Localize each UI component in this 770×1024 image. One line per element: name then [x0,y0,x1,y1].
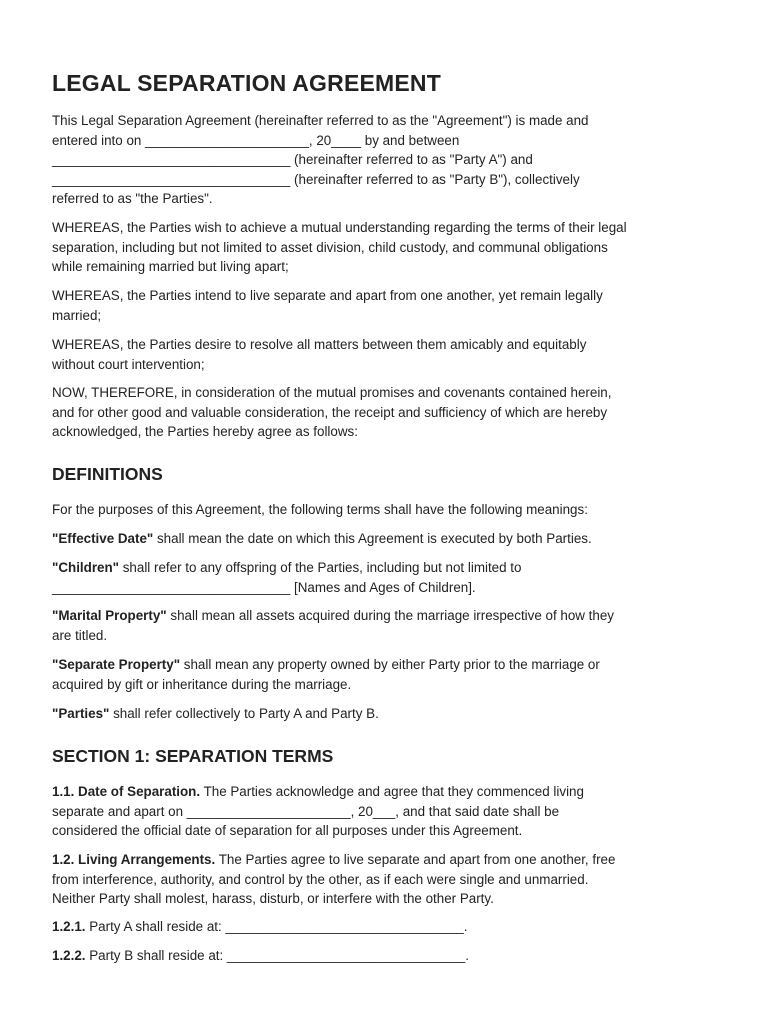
definition-separate-property-text-1: shall mean any property owned by either Party prior to the marriage or [180,657,600,672]
clause-1-2-1-label: 1.2.1. [52,919,86,934]
clause-1-1-label: 1.1. Date of Separation. [52,784,201,799]
definition-marital-property-text-2: are titled. [52,627,108,643]
document-title: LEGAL SEPARATION AGREEMENT [52,70,441,96]
clause-1-2-1-text: Party A shall reside at: ________________________________. [85,919,468,934]
whereas-paragraph-3 [52,335,722,374]
whereas-paragraph-2 [52,286,722,325]
definition-parties-text: shall refer collectively to Party A and Party B. [109,706,379,721]
definition-effective-date-text: shall mean the date on which this Agreement is executed by both Parties. [153,531,592,546]
section-1-heading: SECTION 1: SEPARATION TERMS [52,746,334,766]
definitions-intro: For the purposes of this Agreement, the following terms shall have the following meanings: [52,502,588,517]
clause-1-2-2-label: 1.2.2. [52,948,86,963]
whereas1-line-2: separation, including but not limited to asset division, child custody, and communal obligations [52,239,608,255]
now-therefore-line-2: and for other good and valuable consideration, the receipt and sufficiency of which are hereby [52,404,608,420]
definitions-heading: DEFINITIONS [52,464,163,484]
now-therefore-paragraph [52,383,722,442]
clause-1-2-text-3: Neither Party shall molest, harass, disturb, or interfere with the other Party. [52,891,494,907]
definition-parties [52,704,722,724]
clause-1-1-text-2: separate and apart on ______________________, 20___, and that said date shall be [52,803,560,819]
whereas3-line-1: WHEREAS, the Parties desire to resolve all matters between them amicably and equitably [52,337,587,352]
intro-line-4: ________________________________ (hereinafter referred to as "Party B"), collectively [52,171,580,187]
definition-marital-property [52,606,722,645]
definition-separate-property-text-2: acquired by gift or inheritance during the marriage. [52,676,352,692]
intro-line-2: entered into on ______________________, 20____ by and between [52,132,460,148]
clause-1-2-text-2: from interference, authority, and control by the other, as if each were single and unmarried. [52,871,589,887]
clause-1-2 [52,850,722,909]
intro-line-5: referred to as "the Parties". [52,191,213,207]
clause-1-1 [52,782,722,841]
clause-1-2-2 [52,946,722,966]
definition-children-text-1: shall refer to any offspring of the Parties, including but not limited to [119,560,522,575]
intro-line-1: This Legal Separation Agreement (hereinafter referred to as the "Agreement") is made and [52,113,589,128]
intro-line-3: ________________________________ (hereinafter referred to as "Party A") and [52,152,533,168]
whereas-paragraph-1 [52,218,722,277]
clause-1-1-text-1: The Parties acknowledge and agree that they commenced living [200,784,584,799]
clause-1-2-1 [52,917,722,937]
definition-children-text-2: ________________________________ [Names and Ages of Children]. [52,579,476,595]
term-separate-property: "Separate Property" [52,657,181,672]
term-effective-date: "Effective Date" [52,531,154,546]
now-therefore-line-3: acknowledged, the Parties hereby agree as follows: [52,424,358,440]
definition-children [52,558,722,597]
term-parties: "Parties" [52,706,110,721]
whereas2-line-2: married; [52,307,102,323]
clause-1-1-text-3: considered the official date of separation for all purposes under this Agreement. [52,823,523,839]
intro-paragraph [52,111,722,209]
now-therefore-line-1: NOW, THEREFORE, in consideration of the mutual promises and covenants contained herein, [52,385,612,400]
term-marital-property: "Marital Property" [52,608,167,623]
whereas1-line-3: while remaining married but living apart; [52,259,289,275]
term-children: "Children" [52,560,120,575]
whereas2-line-1: WHEREAS, the Parties intend to live separate and apart from one another, yet remain legally [52,288,603,303]
clause-1-2-label: 1.2. Living Arrangements. [52,852,216,867]
definition-marital-property-text-1: shall mean all assets acquired during the marriage irrespective of how they [166,608,614,623]
clause-1-2-text-1: The Parties agree to live separate and apart from one another, free [215,852,616,867]
definition-effective-date [52,529,722,549]
clause-1-2-2-text: Party B shall reside at: ________________________________. [85,948,469,963]
whereas1-line-1: WHEREAS, the Parties wish to achieve a mutual understanding regarding the terms of their legal [52,220,627,235]
whereas3-line-2: without court intervention; [52,356,205,372]
definition-separate-property [52,655,722,694]
